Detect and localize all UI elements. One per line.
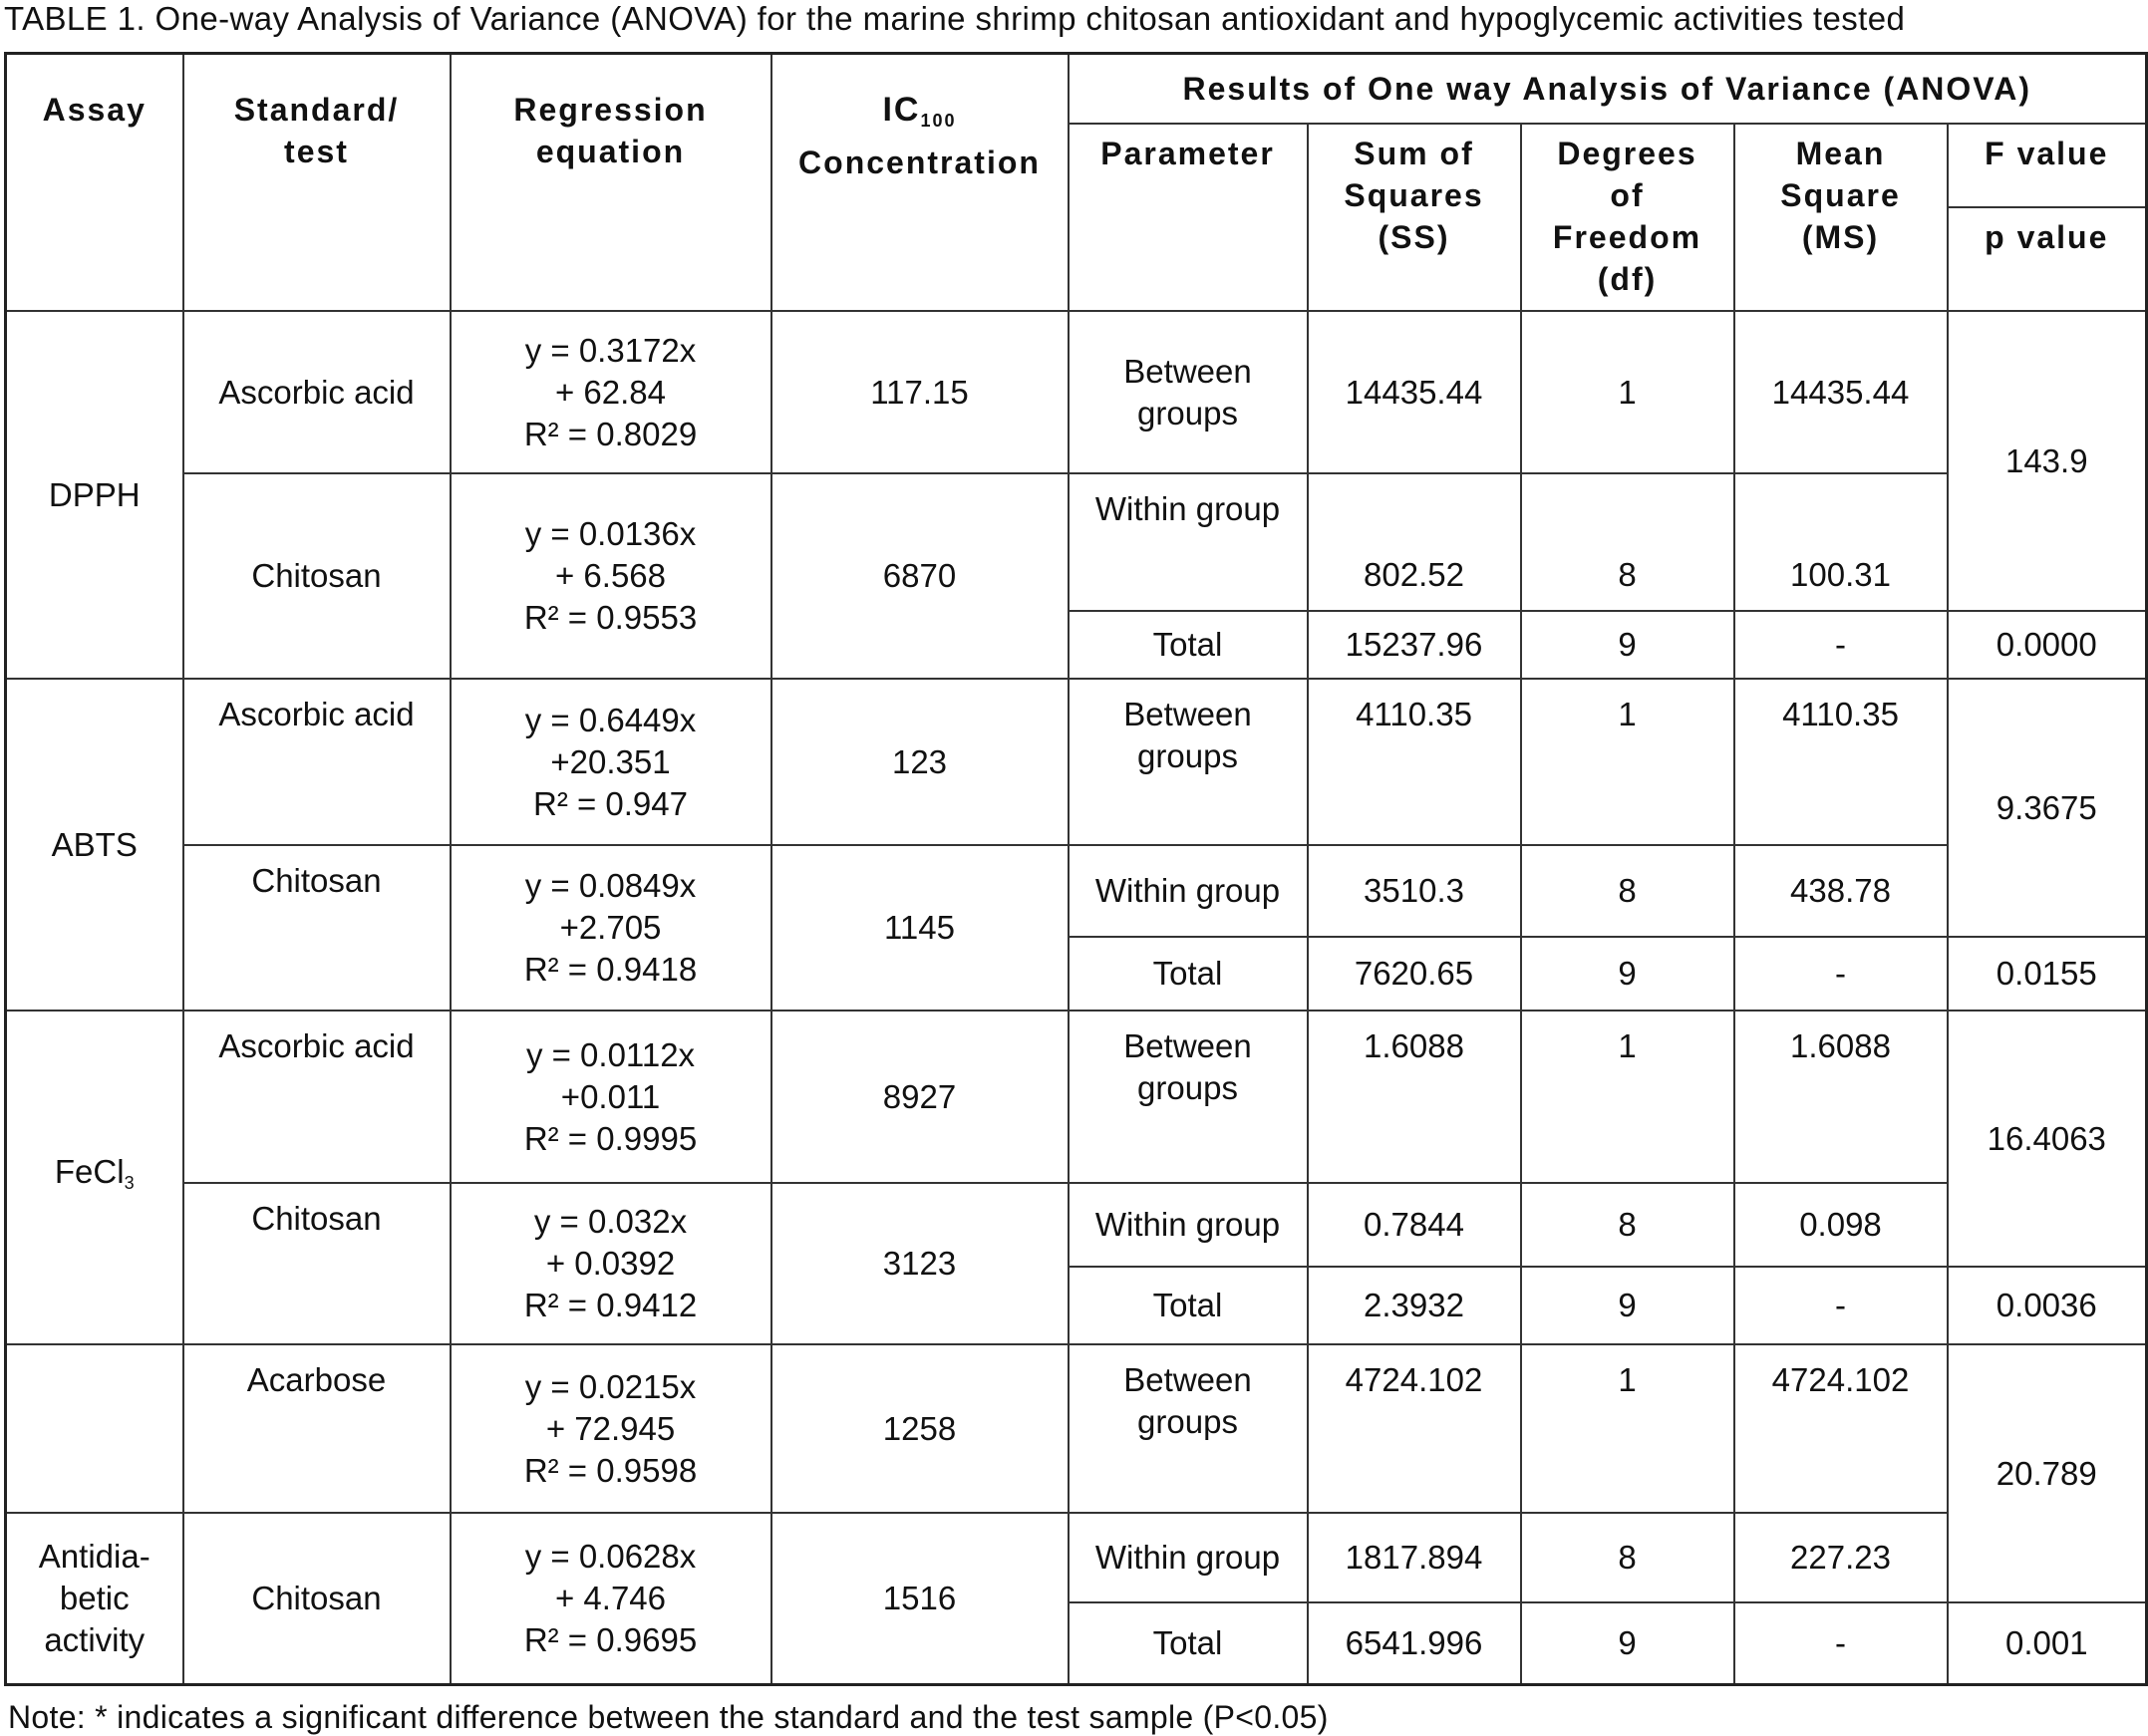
- ss-value: 0.7844: [1308, 1183, 1521, 1267]
- table-row: [6, 1183, 2147, 1267]
- table-caption: TABLE 1. One-way Analysis of Variance (ANOVA) for the marine shrimp chitosan antioxidant and hypoglycemic activities tested: [4, 0, 1906, 37]
- assay-subscript: 3: [124, 1173, 135, 1194]
- parameter-cell: Between groups: [1069, 679, 1308, 845]
- table-row: [6, 1344, 2147, 1513]
- header-assay: Assay: [6, 54, 183, 312]
- df-value: 8: [1521, 473, 1734, 611]
- ic100-value: 6870: [771, 473, 1069, 680]
- test-name: Chitosan: [183, 1183, 451, 1344]
- test-name: Chitosan: [183, 845, 451, 1012]
- parameter-cell: Within group: [1069, 845, 1308, 937]
- ms-value: 4110.35: [1734, 679, 1948, 845]
- test-name: Chitosan: [183, 1513, 451, 1685]
- assay-cell-empty: [6, 1344, 183, 1513]
- regression-equation: y = 0.0628x + 4.746 R² = 0.9695: [451, 1513, 771, 1685]
- ms-value: -: [1734, 1267, 1948, 1344]
- p-value: 0.0155: [1948, 937, 2147, 1011]
- df-value: 1: [1521, 1011, 1734, 1183]
- df-value: 9: [1521, 1602, 1734, 1684]
- ms-value: -: [1734, 611, 1948, 679]
- ss-value: 2.3932: [1308, 1267, 1521, 1344]
- table-row: [6, 679, 2147, 845]
- ic100-value: 1145: [771, 845, 1069, 1012]
- ms-value: 227.23: [1734, 1513, 1948, 1602]
- regression-equation: y = 0.0112x +0.011 R² = 0.9995: [451, 1011, 771, 1183]
- assay-cell: [6, 1011, 183, 1344]
- parameter-cell: Within group: [1069, 473, 1308, 611]
- ic100-value: 8927: [771, 1011, 1069, 1183]
- ic100-value: 1516: [771, 1513, 1069, 1685]
- table-note: Note: * indicates a significant difference between the standard and the test sample (P<0.05): [8, 1699, 1329, 1735]
- parameter-cell: Total: [1069, 1602, 1308, 1684]
- standard-name: Ascorbic acid: [183, 1011, 451, 1183]
- ic-subscript: 100: [920, 111, 957, 131]
- ic100-value: 3123: [771, 1183, 1069, 1344]
- header-ic100-concentration: [771, 54, 1069, 312]
- ms-value: 4724.102: [1734, 1344, 1948, 1513]
- f-value: 9.3675: [1948, 679, 2147, 937]
- df-value: 8: [1521, 845, 1734, 937]
- f-value: 143.9: [1948, 311, 2147, 611]
- regression-equation: y = 0.0136x + 6.568 R² = 0.9553: [451, 473, 771, 680]
- regression-equation: y = 0.6449x +20.351 R² = 0.947: [451, 679, 771, 845]
- parameter-cell: Within group: [1069, 1183, 1308, 1267]
- header-standard-test: Standard/ test: [183, 54, 451, 312]
- standard-name: Ascorbic acid: [183, 311, 451, 472]
- regression-equation: y = 0.3172x + 62.84 R² = 0.8029: [451, 311, 771, 472]
- table-row: [6, 845, 2147, 937]
- ss-value: 802.52: [1308, 473, 1521, 611]
- header-row-1: [6, 54, 2147, 124]
- assay-cell: ABTS: [6, 679, 183, 1011]
- regression-equation: y = 0.0215x + 72.945 R² = 0.9598: [451, 1344, 771, 1513]
- ss-value: 4724.102: [1308, 1344, 1521, 1513]
- standard-name: Ascorbic acid: [183, 679, 451, 845]
- df-value: 9: [1521, 611, 1734, 679]
- header-f-value: F value: [1948, 124, 2147, 207]
- header-degrees-of-freedom: Degrees of Freedom (df): [1521, 124, 1734, 312]
- ss-value: 1817.894: [1308, 1513, 1521, 1602]
- ss-value: 15237.96: [1308, 611, 1521, 679]
- f-value: 20.789: [1948, 1344, 2147, 1602]
- concentration-label: Concentration: [798, 145, 1041, 180]
- p-value: 0.0000: [1948, 611, 2147, 679]
- regression-equation: y = 0.0849x +2.705 R² = 0.9418: [451, 845, 771, 1012]
- df-value: 9: [1521, 1267, 1734, 1344]
- ss-value: 4110.35: [1308, 679, 1521, 845]
- table-row: [6, 311, 2147, 472]
- ic100-value: 117.15: [771, 311, 1069, 472]
- ic100-value: 123: [771, 679, 1069, 845]
- ss-value: 6541.996: [1308, 1602, 1521, 1684]
- table-row: [6, 1011, 2147, 1183]
- p-value: 0.0036: [1948, 1267, 2147, 1344]
- header-mean-square: Mean Square (MS): [1734, 124, 1948, 312]
- df-value: 1: [1521, 1344, 1734, 1513]
- ms-value: 0.098: [1734, 1183, 1948, 1267]
- df-value: 8: [1521, 1513, 1734, 1602]
- parameter-cell: Total: [1069, 611, 1308, 679]
- ic100-value: 1258: [771, 1344, 1069, 1513]
- parameter-cell: Between groups: [1069, 1011, 1308, 1183]
- assay-fecl-label: FeCl: [54, 1153, 125, 1191]
- df-value: 9: [1521, 937, 1734, 1011]
- df-value: 8: [1521, 1183, 1734, 1267]
- test-name: Chitosan: [183, 473, 451, 680]
- ms-value: 1.6088: [1734, 1011, 1948, 1183]
- header-regression-equation: Regression equation: [451, 54, 771, 312]
- parameter-cell: Within group: [1069, 1513, 1308, 1602]
- ss-value: 1.6088: [1308, 1011, 1521, 1183]
- ss-value: 7620.65: [1308, 937, 1521, 1011]
- regression-equation: y = 0.032x + 0.0392 R² = 0.9412: [451, 1183, 771, 1344]
- parameter-cell: Between groups: [1069, 1344, 1308, 1513]
- ms-value: 100.31: [1734, 473, 1948, 611]
- standard-name: Acarbose: [183, 1344, 451, 1513]
- assay-cell: DPPH: [6, 311, 183, 679]
- ss-value: 14435.44: [1308, 311, 1521, 472]
- table-row: [6, 473, 2147, 611]
- parameter-cell: Total: [1069, 937, 1308, 1011]
- df-value: 1: [1521, 311, 1734, 472]
- assay-cell: Antidia- betic activity: [6, 1513, 183, 1685]
- ic-label: IC: [882, 91, 921, 129]
- header-anova-results: Results of One way Analysis of Variance (ANOVA): [1069, 54, 2147, 124]
- ms-value: -: [1734, 937, 1948, 1011]
- parameter-cell: Total: [1069, 1267, 1308, 1344]
- ms-value: 14435.44: [1734, 311, 1948, 472]
- f-value: 16.4063: [1948, 1011, 2147, 1267]
- anova-table: [4, 52, 2148, 1686]
- ms-value: -: [1734, 1602, 1948, 1684]
- table-row: [6, 1513, 2147, 1602]
- header-sum-of-squares: Sum of Squares (SS): [1308, 124, 1521, 312]
- header-p-value: p value: [1948, 207, 2147, 311]
- ms-value: 438.78: [1734, 845, 1948, 937]
- p-value: 0.001: [1948, 1602, 2147, 1684]
- header-parameter: Parameter: [1069, 124, 1308, 312]
- parameter-cell: Between groups: [1069, 311, 1308, 472]
- df-value: 1: [1521, 679, 1734, 845]
- ss-value: 3510.3: [1308, 845, 1521, 937]
